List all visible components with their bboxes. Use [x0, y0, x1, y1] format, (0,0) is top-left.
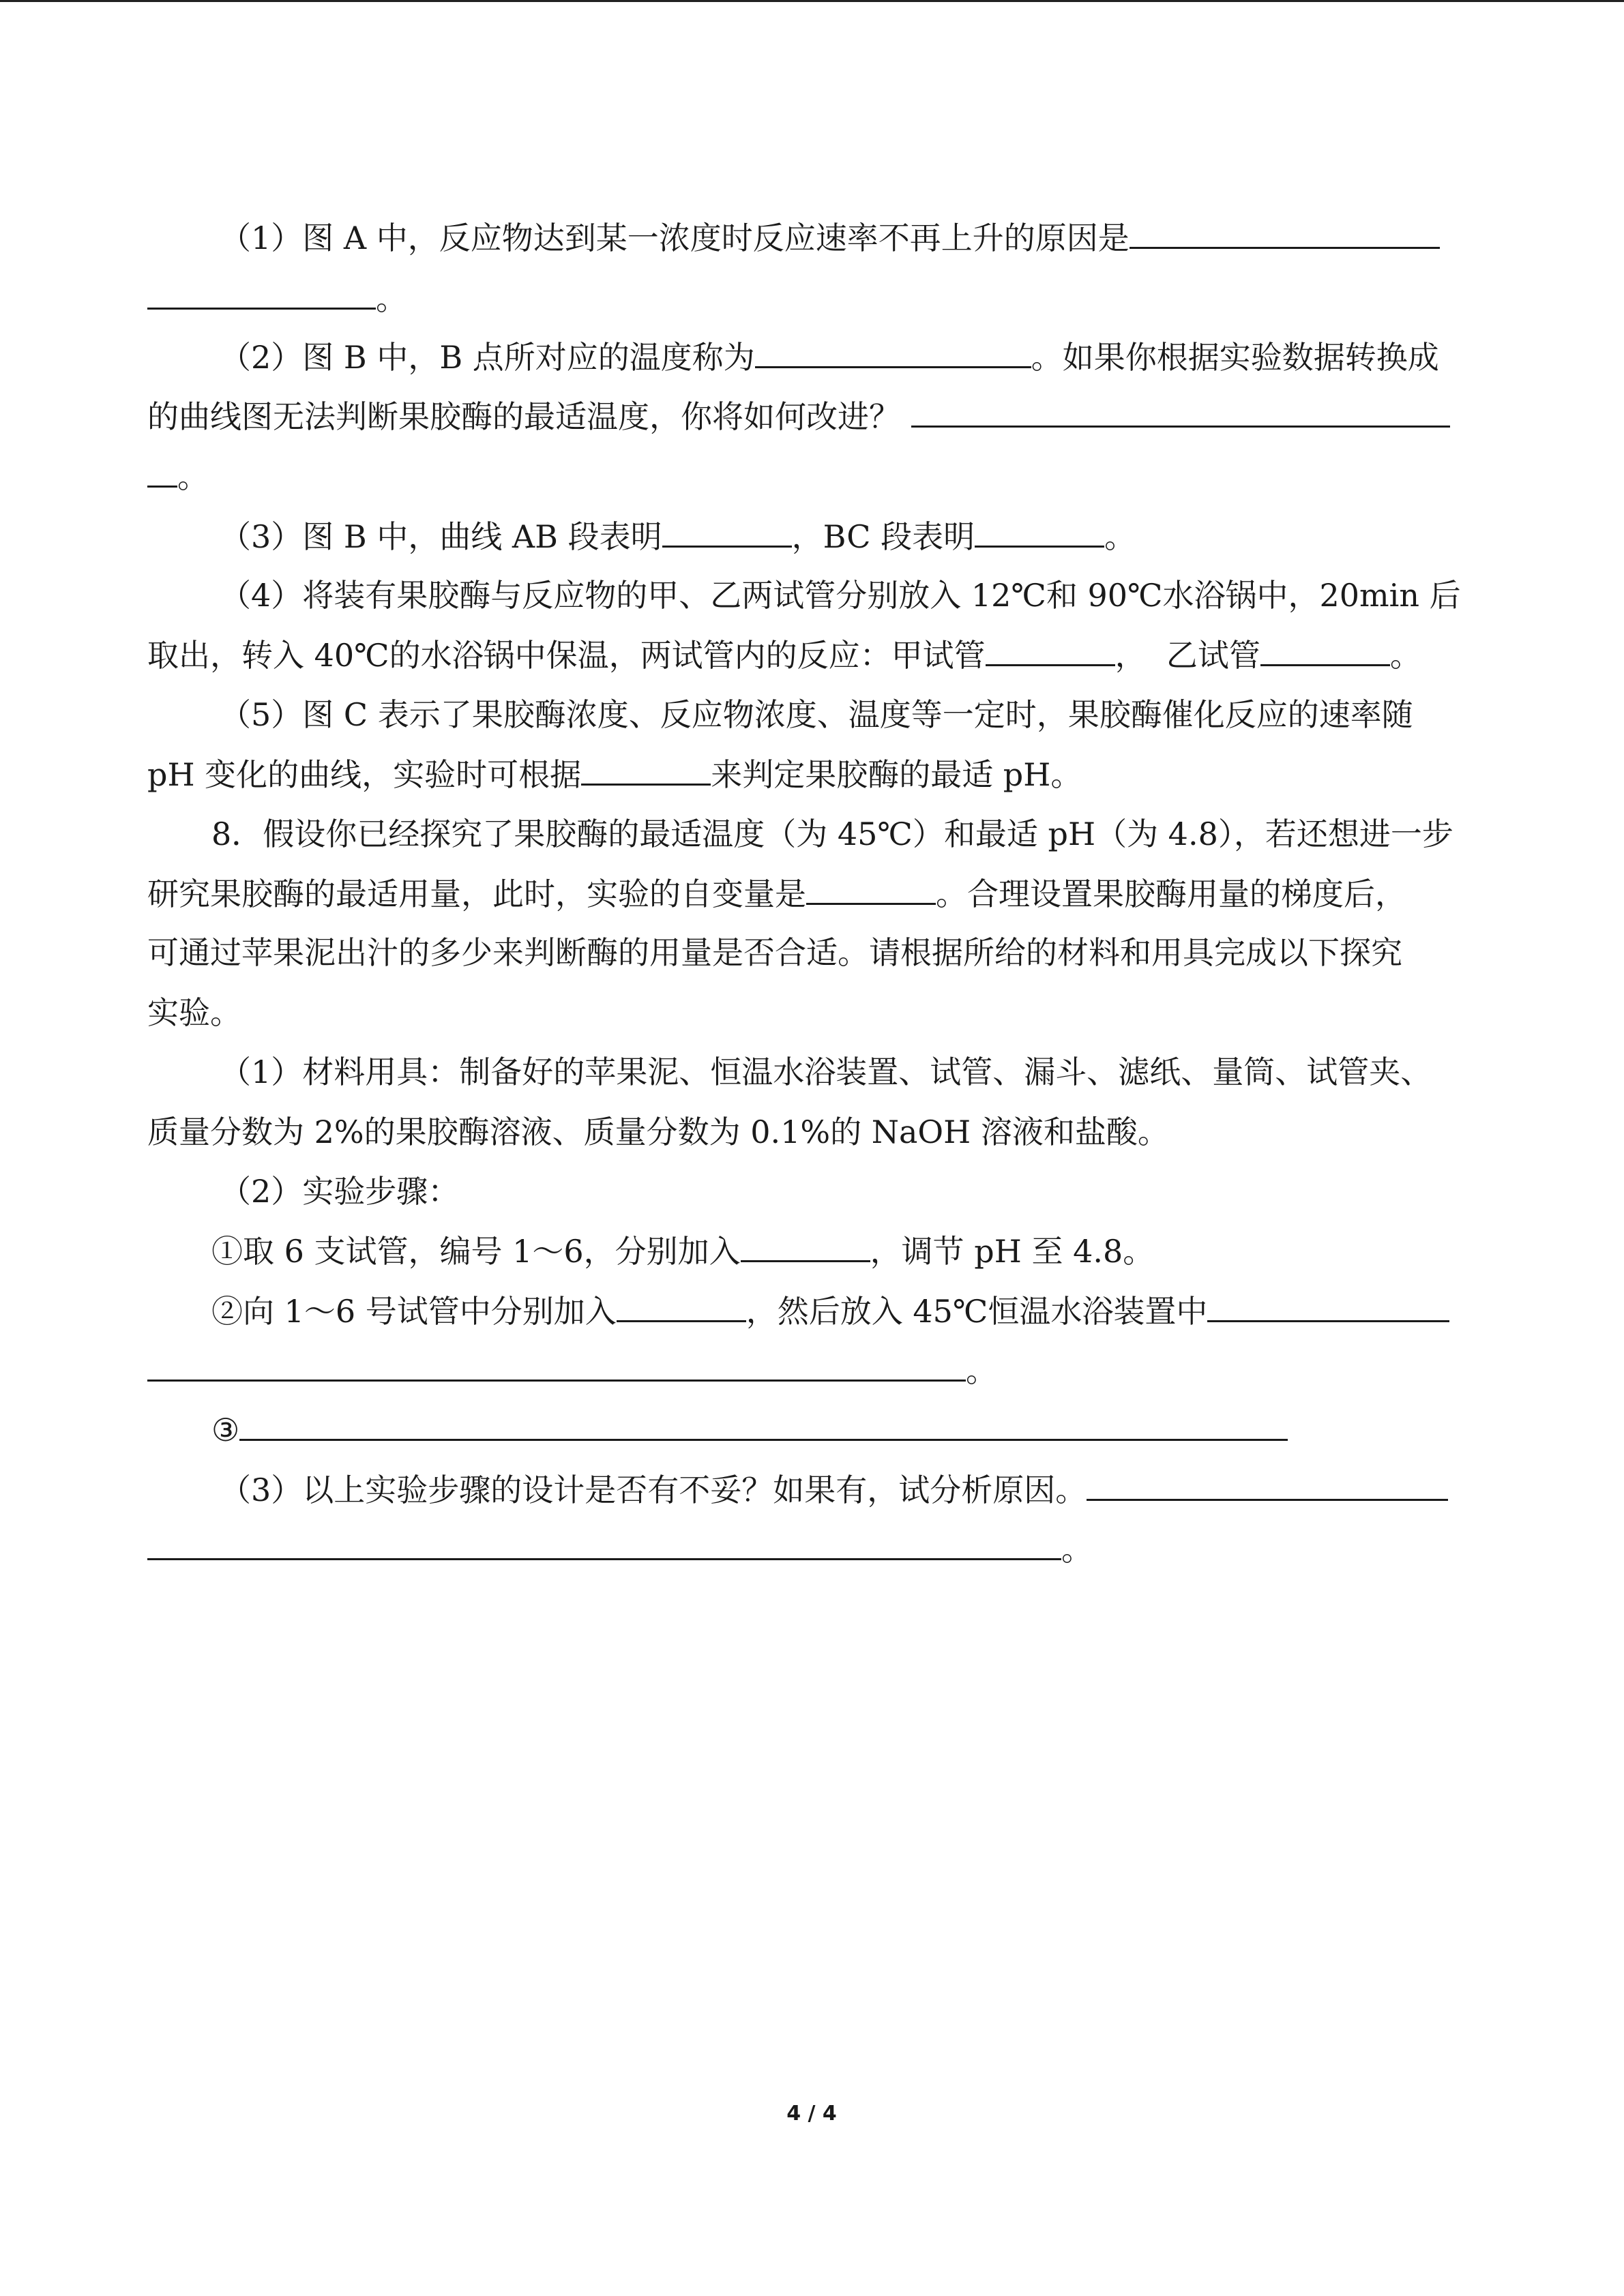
question-7-5-line-2 — [147, 754, 1082, 794]
answer-blank-step-2-proc-cont[interactable] — [147, 1350, 966, 1382]
question-8-1-text: （1）材料用具：制备好的苹果泥、恒温水浴装置、试管、漏斗、滤纸、量筒、试管夹、 — [220, 1054, 1432, 1090]
answer-blank-7-1-cont[interactable] — [147, 278, 376, 310]
question-7-2-line-2 — [147, 396, 1450, 436]
question-7-2-text: （2）图 B 中，B 点所对应的温度称为 — [220, 339, 755, 376]
question-7-5-line-1 — [220, 694, 1413, 735]
answer-blank-7-1[interactable] — [1130, 217, 1440, 249]
answer-blank-step-2-proc[interactable] — [1207, 1290, 1449, 1322]
answer-blank-step-3[interactable] — [239, 1409, 1288, 1441]
question-7-1-text: （1）图 A 中，反应物达到某一浓度时反应速率不再上升的原因是 — [220, 220, 1130, 256]
answer-blank-7-4-jia[interactable] — [986, 634, 1115, 666]
question-8-1-line-1 — [220, 1052, 1432, 1092]
step-2-text-2: ，然后放入 45℃恒温水浴装置中 — [745, 1293, 1208, 1330]
question-8-3-text: （3）以上实验步骤的设计是否有不妥？如果有，试分析原因。 — [220, 1472, 1087, 1508]
question-7-5-text: （5）图 C 表示了果胶酶浓度、反应物浓度、温度等一定时，果胶酶催化反应的速率随 — [220, 696, 1413, 733]
question-7-5-end: 来判定果胶酶的最适 pH。 — [711, 756, 1082, 793]
answer-blank-8-3[interactable] — [1087, 1469, 1448, 1501]
question-8-text-5: 实验。 — [147, 994, 241, 1031]
answer-blank-step-2-add[interactable] — [617, 1290, 746, 1322]
question-8-text-2: 研究果胶酶的最适用量，此时，实验的自变量是 — [147, 876, 806, 912]
answer-blank-7-3-bc[interactable] — [975, 516, 1104, 548]
answer-blank-7-5[interactable] — [581, 754, 711, 786]
question-8-line-3 — [147, 932, 1402, 973]
question-7-3-line — [220, 516, 1136, 556]
question-8-line-2 — [147, 873, 1406, 914]
question-8-3-line-1 — [220, 1469, 1448, 1510]
question-8-text: 8．假设你已经探究了果胶酶的最适温度（为 45℃）和最适 pH（为 4.8），若还想进一步 — [211, 816, 1453, 852]
question-8-text-4: 可通过苹果泥出汁的多少来判断酶的用量是否合适。请根据所给的材料和用具完成以下探究 — [147, 934, 1402, 971]
answer-blank-7-2-improve[interactable] — [911, 396, 1450, 428]
question-7-2-end: 。 — [177, 458, 209, 495]
question-7-4-text-2: 取出，转入 40℃的水浴锅中保温，两试管内的反应：甲试管 — [147, 637, 986, 674]
question-7-2-text-2: 。如果你根据实验数据转换成 — [1031, 339, 1439, 376]
question-7-1-end: 。 — [376, 280, 407, 317]
question-7-4-text-3: ， 乙试管 — [1114, 637, 1260, 674]
step-2-line-1 — [211, 1290, 1449, 1331]
question-8-text-3: 。合理设置果胶酶用量的梯度后， — [936, 876, 1406, 912]
answer-blank-7-2-improve-cont[interactable] — [147, 456, 177, 488]
question-8-line-4 — [147, 992, 241, 1033]
question-8-2-heading — [220, 1171, 459, 1212]
step-1-text: ①取 6 支试管，编号 1～6，分别加入 — [211, 1233, 741, 1270]
step-1-end: ，调节 pH 至 4.8。 — [870, 1233, 1155, 1270]
question-7-5-text-2: pH 变化的曲线，实验时可根据 — [147, 756, 582, 793]
step-2-line-2 — [147, 1350, 997, 1390]
answer-blank-7-2-temp[interactable] — [755, 336, 1031, 368]
answer-blank-8-3-cont[interactable] — [147, 1528, 1061, 1560]
question-8-1-text-2: 质量分数为 2%的果胶酶溶液、质量分数为 0.1%的 NaOH 溶液和盐酸。 — [147, 1114, 1169, 1150]
answer-blank-8-variable[interactable] — [806, 873, 936, 905]
step-3-line — [211, 1409, 1288, 1450]
question-8-2-text: （2）实验步骤： — [220, 1173, 460, 1210]
step-2-text: ②向 1～6 号试管中分别加入 — [211, 1293, 617, 1330]
step-1-line — [211, 1230, 1154, 1271]
question-7-4-line-1 — [220, 575, 1461, 616]
question-7-3-text-2: ，BC 段表明 — [791, 518, 975, 555]
question-7-2-line-3 — [147, 456, 209, 496]
question-7-2-text-3: 的曲线图无法判断果胶酶的最适温度，你将如何改进？ — [147, 398, 900, 435]
step-2-end: 。 — [966, 1352, 997, 1389]
question-7-3-end: 。 — [1104, 518, 1136, 555]
question-7-1-line-2 — [147, 278, 407, 318]
question-7-4-end: 。 — [1389, 637, 1421, 674]
step-3-marker: ③ — [211, 1412, 240, 1448]
question-8-3-end: 。 — [1061, 1531, 1093, 1568]
question-7-4-text: （4）将装有果胶酶与反应物的甲、乙两试管分别放入 12℃和 90℃水浴锅中，20min 后 — [220, 577, 1461, 614]
page-number: 4 / 4 — [786, 2102, 837, 2126]
question-7-1-line-1 — [220, 217, 1440, 258]
question-8-line-1 — [211, 814, 1453, 854]
question-7-3-text: （3）图 B 中，曲线 AB 段表明 — [220, 518, 662, 555]
question-8-1-line-2 — [147, 1112, 1169, 1152]
answer-blank-7-4-yi[interactable] — [1260, 634, 1390, 666]
question-7-4-line-2 — [147, 634, 1421, 675]
question-7-2-line-1 — [220, 336, 1439, 377]
page-top-border — [0, 0, 1624, 2]
answer-blank-step-1[interactable] — [741, 1230, 870, 1262]
question-8-3-line-2 — [147, 1528, 1093, 1569]
answer-blank-7-3-ab[interactable] — [662, 516, 792, 548]
